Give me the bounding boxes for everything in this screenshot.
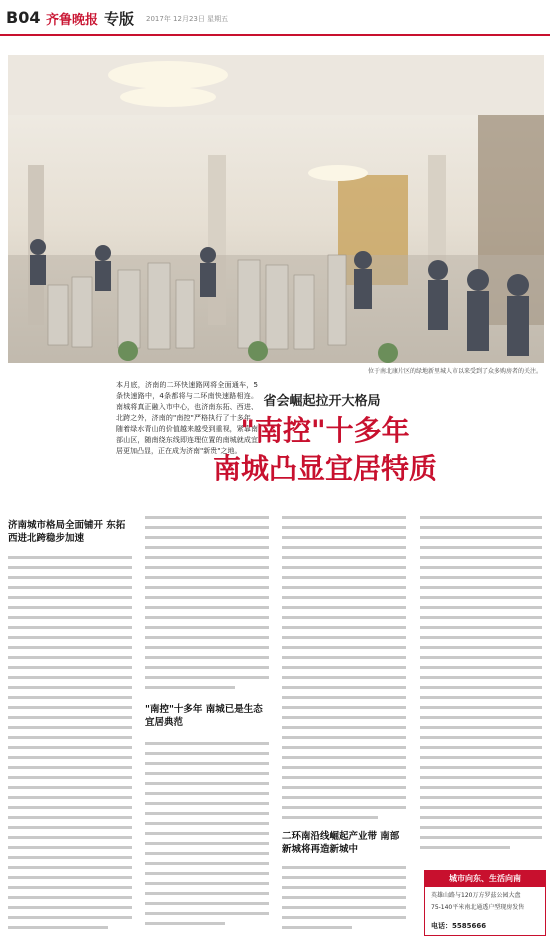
body-column-3: [282, 512, 408, 824]
body-column-4: [420, 512, 544, 862]
headline-line-1: "南控"十多年: [240, 414, 410, 447]
kicker-title: 省会崛起拉开大格局: [263, 394, 381, 409]
body-column-2b: [145, 738, 271, 932]
brand-logo: 齐鲁晚报: [46, 13, 99, 28]
showroom-photo: [8, 55, 544, 363]
subhead-3: 二环南沿线崛起产业带 南部新城将再造新城中: [282, 831, 400, 855]
subhead-2: "南控"十多年 南城已是生态宜居典范: [145, 704, 263, 728]
masthead: [0, 0, 550, 36]
body-column-2a: [145, 512, 271, 698]
ad-phone: 电话：5585666: [431, 922, 487, 930]
issue-date: 2017年 12月23日 星期五: [146, 15, 229, 23]
advertisement-box: [424, 870, 546, 936]
photo-caption: 位于南北康片区的绿地新里城人市以来受到了众多购房者的关注。: [367, 368, 542, 375]
ad-line-2: 75-140平米南北通透户型现房发售: [431, 904, 525, 911]
intro-paragraph: 本月底，济南的二环快速路网将全面通车，5条快速路中，4条都将与二环南快速路相连。南城将真正融入市中心，也济南东拓、西进、北跨之外，济南的"南控"严格执行了十多年，随着绿水青山的价值越来越受到重视，紧靠南部山区，随南绕东线即连理位置的南城就成宜居更加凸显，正在成为济南"新贵"之地。: [116, 381, 258, 455]
headline-line-2: 南城凸显宜居特质: [212, 452, 437, 485]
body-column-3b: [282, 862, 408, 932]
ad-title: 城市向东、生活向南: [425, 871, 545, 887]
page-number: B04: [6, 8, 41, 27]
section-label: 专版: [104, 10, 135, 28]
body-column-1: [8, 552, 134, 932]
ad-line-1: 英雄山路与120万方罗兹公园大盘: [431, 892, 521, 899]
subhead-1: 济南城市格局全面铺开 东拓西进北跨稳步加速: [8, 520, 126, 544]
